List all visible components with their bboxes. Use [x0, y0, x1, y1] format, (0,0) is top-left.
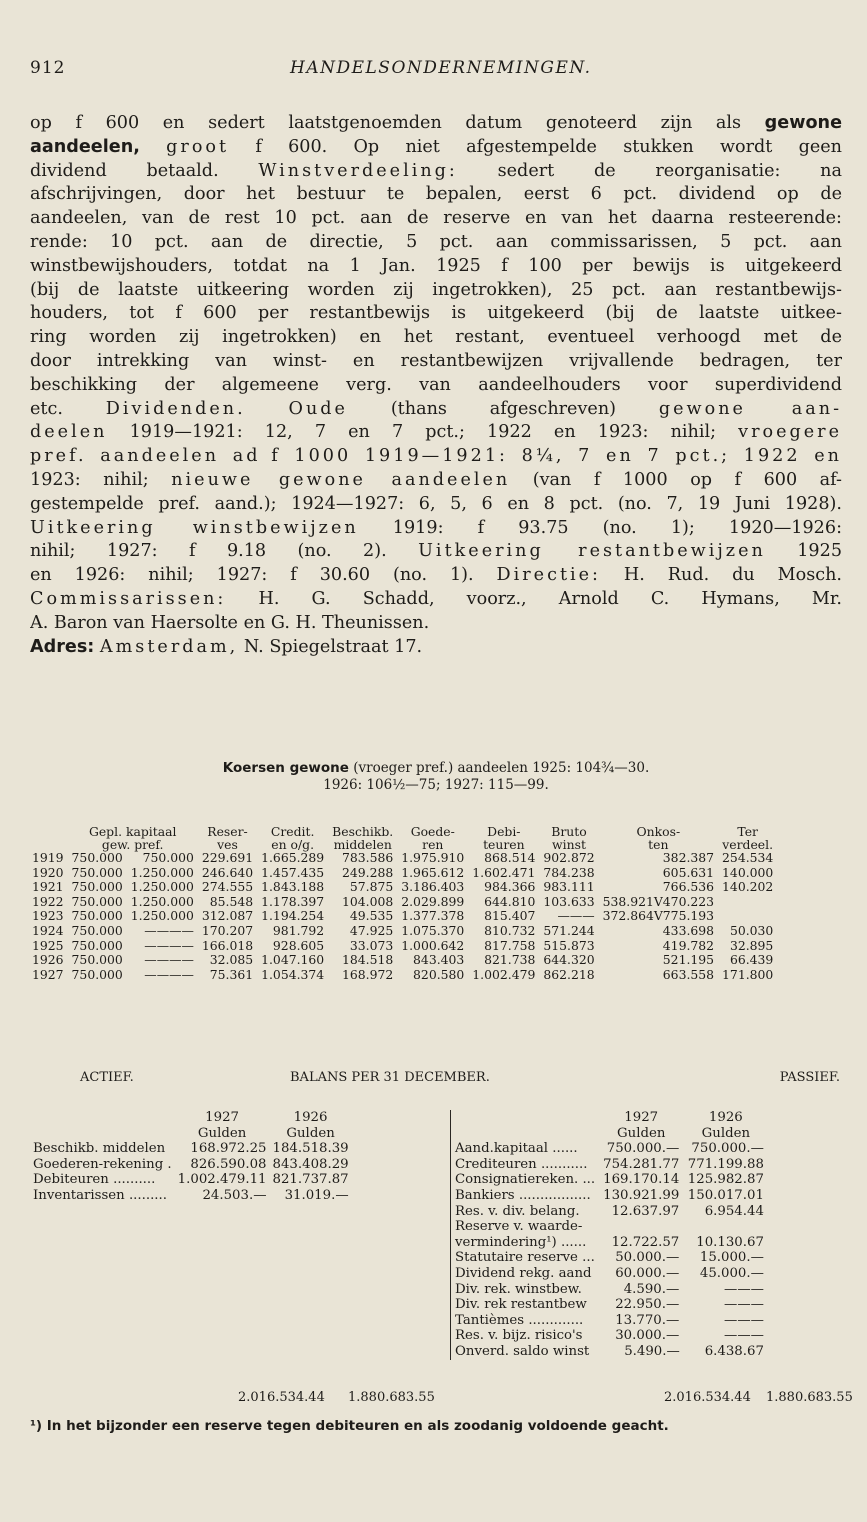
share-prices: Koersen gewone (vroeger pref.) aandeelen 1925: 104¾—30. 1926: 106½—75; 1927: 115—99.	[222, 760, 650, 793]
text-line: pref. aandeelen ad f 1000 1919—1921: 8¼, 7 en 7 pct.; 1922 en	[30, 446, 842, 467]
column-header: Debi- teuren	[483, 824, 525, 852]
table-cell: 644.810	[484, 893, 536, 909]
table-cell: 49.535	[349, 908, 394, 924]
table-cell: ————	[144, 966, 194, 982]
balance-cell: vermindering¹) ......	[455, 1234, 587, 1250]
table-cell: 1.178.397	[261, 893, 325, 909]
balance-cell: Onverd. saldo winst	[455, 1343, 590, 1359]
balance-cell: 754.281.77	[603, 1156, 680, 1172]
table-cell: 663.558	[662, 966, 715, 982]
table-cell: 644.320	[543, 952, 595, 968]
balance-cell: Goederen-rekening .	[33, 1156, 172, 1172]
table-cell: 140.000	[722, 864, 774, 880]
passief-total-1927: 2.016.534.44	[664, 1390, 751, 1405]
table-row	[28, 924, 777, 939]
table-cell: 1.665.289	[261, 850, 325, 865]
balance-cell: Div. rek. winstbew.	[455, 1281, 582, 1297]
balance-cell: Res. v. bijz. risico's	[455, 1328, 583, 1344]
footnote: ¹) In het bijzonder een reserve tegen debiteuren en als zoodanig voldoende geacht.	[30, 1418, 669, 1434]
balance-row	[30, 1172, 352, 1188]
table-cell: 1.250.000	[130, 879, 194, 895]
text-line: deelen 1919—1921: 12, 7 en 7 pct.; 1922 en 1923: nihil; vroegere	[30, 422, 842, 443]
text-line: Commissarissen: H. G. Schadd, voorz., Arnold C. Hymans, Mr.	[30, 588, 842, 609]
table-cell: 166.018	[201, 937, 254, 953]
balance-cell: 50.000.—	[615, 1250, 680, 1266]
table-cell: 103.633	[543, 893, 595, 909]
table-cell: 571.244	[543, 922, 595, 938]
table-cell: 984.366	[484, 879, 536, 895]
table-row	[28, 851, 777, 866]
table-cell: 750.000	[71, 937, 123, 953]
balance-row	[451, 1141, 768, 1157]
balance-cell: 750.000.—	[606, 1141, 680, 1157]
balance-row	[451, 1328, 768, 1344]
body-text	[30, 112, 842, 659]
balance-cell: 45.000.—	[699, 1265, 764, 1281]
table-cell: 170.207	[201, 922, 254, 938]
balance-cell: 130.921.99	[603, 1187, 680, 1203]
balance-row	[30, 1157, 352, 1173]
table-cell: 33.073	[349, 937, 394, 953]
table-cell: 783.586	[341, 850, 394, 865]
table-cell: 1927	[32, 966, 64, 982]
balance-cell	[599, 1219, 684, 1235]
balance-cell: 821.737.87	[272, 1172, 349, 1188]
table-cell: 817.758	[484, 937, 536, 953]
table-cell: ————	[144, 937, 194, 953]
table-cell: 32.085	[209, 952, 254, 968]
actief-total-1926: 1.880.683.55	[348, 1390, 435, 1405]
table-cell: 902.872	[543, 850, 595, 865]
balance-cell: 6.954.44	[704, 1203, 764, 1219]
table-cell: ———	[557, 908, 595, 924]
balance-cell: 4.590.—	[623, 1281, 680, 1297]
table-cell: 1.250.000	[130, 893, 194, 909]
table-cell: 750.000	[71, 952, 123, 968]
table-cell: 843.403	[413, 952, 465, 968]
table-row	[28, 895, 777, 910]
passief-table: 1927 1926 Gulden Gulden Aand.kapitaal ...... 750.000.— 750.000.— Crediteuren ........... 754.281.77 771.199.88 Consignatiereken. ... 169.170.14 125.982.87 Bankiers ................. 130.921.99 150.017.01 Res. v. div. belang. 12.637.97 6.954.44 Reserve v. waarde- vermindering¹) ...... 12.722.57 10.130.67 Statutaire reserve ... 50.000.— 15.000.— Dividend rekg. aand 60.000.— 45.000.— Div. rek. winstbew. 4.590.— ——— Div. rek restantbew 22.950.— ——— Tantièmes ............. 13.770.— ——— Res. v. bijz. risico's 30.000.— ——— Onverd. saldo winst 5.490.— 6.438.67	[450, 1110, 768, 1360]
balance-cell: 22.950.—	[615, 1297, 680, 1313]
balance-cell: 843.408.29	[272, 1156, 349, 1172]
balance-cell: 12.637.97	[611, 1203, 680, 1219]
table-cell: 3.186.403	[401, 879, 465, 895]
text-line: dividend betaald. Winstverdeeling: sedert de reorganisatie: na	[30, 160, 842, 181]
balance-cell: Consignatiereken. ...	[455, 1172, 596, 1188]
text-line: A. Baron van Haersolte en G. H. Theunissen.	[30, 612, 430, 633]
balance-row	[451, 1172, 768, 1188]
balance-cell: 31.019.—	[284, 1187, 349, 1203]
balance-title: BALANS PER 31 DECEMBER.	[290, 1070, 490, 1085]
table-cell: 1.047.160	[261, 952, 325, 968]
table-cell: 168.972	[341, 966, 394, 982]
table-cell	[718, 909, 777, 924]
page-number: 912	[30, 58, 66, 78]
text-line: rende: 10 pct. aan de directie, 5 pct. aan commissarissen, 5 pct. aan	[30, 231, 842, 252]
table-cell: 50.030	[729, 922, 774, 938]
balance-cell: Bankiers .................	[455, 1187, 591, 1203]
balance-row	[30, 1188, 352, 1204]
column-header: Reser- ves	[207, 824, 248, 852]
text-line: Uitkeering winstbewijzen 1919: f 93.75 (no. 1); 1920—1926:	[30, 517, 842, 538]
table-cell: 66.439	[729, 952, 774, 968]
balance-row	[451, 1250, 768, 1266]
table-cell: 1.194.254	[261, 908, 325, 924]
table-cell: 766.536	[662, 879, 715, 895]
column-header: Beschikb. middelen	[332, 824, 394, 852]
balance-row	[451, 1266, 768, 1282]
table-row	[28, 953, 777, 968]
actief-table: 1927 1926 Gulden Gulden Beschikb. middelen 168.972.25 184.518.39 Goederen-rekening . 826.590.08 843.408.29 Debiteuren .......... 1.002.479.11 821.737.87 Inventarissen ......... 24.503.— 31.019.—	[30, 1110, 352, 1204]
table-cell: 57.875	[349, 879, 394, 895]
table-cell: 1921	[32, 879, 64, 895]
table-cell: 419.782	[662, 937, 715, 953]
table-cell: 249.288	[341, 864, 394, 880]
balance-cell: Reserve v. waarde-	[455, 1219, 583, 1235]
table-cell: 1.054.374	[261, 966, 325, 982]
balance-cell: Crediteuren ...........	[455, 1156, 588, 1172]
table-cell: 1.975.910	[401, 850, 465, 865]
text-line: houders, tot f 600 per restantbewijs is uitgekeerd (bij de laatste uitkee-	[30, 303, 842, 324]
table-cell: 1.075.370	[401, 922, 465, 938]
table-cell: 254.534	[722, 850, 774, 865]
table-cell: 750.000	[71, 850, 123, 865]
table-cell: 1924	[32, 922, 64, 938]
balance-cell: Beschikb. middelen	[33, 1141, 166, 1157]
text-line: en 1926: nihil; 1927: f 30.60 (no. 1). Directie: H. Rud. du Mosch.	[30, 565, 842, 586]
balance-cell: 60.000.—	[615, 1265, 680, 1281]
balance-cell: Statutaire reserve ...	[455, 1250, 595, 1266]
table-cell: 2.029.899	[401, 893, 465, 909]
table-cell: 1.000.642	[401, 937, 465, 953]
text-line: gestempelde pref. aand.); 1924—1927: 6, 5, 6 en 8 pct. (no. 7, 19 Juni 1928).	[30, 493, 842, 514]
balance-cell: 30.000.—	[615, 1328, 680, 1344]
table-cell: 75.361	[209, 966, 254, 982]
table-cell: 140.202	[722, 879, 774, 895]
balance-cell: ———	[724, 1281, 764, 1297]
text-line: ring worden zij ingetrokken) en het restant, eventueel verhoogd met de	[30, 327, 842, 348]
passief-label: PASSIEF.	[779, 1070, 840, 1085]
balance-cell: 150.017.01	[687, 1187, 764, 1203]
table-cell: 750.000	[71, 893, 123, 909]
balance-row	[451, 1157, 768, 1173]
table-cell: 171.800	[722, 966, 774, 982]
table-cell: 784.238	[543, 864, 595, 880]
column-header: Onkos- ten	[636, 824, 681, 852]
balance-cell: 125.982.87	[687, 1172, 764, 1188]
table-cell: 32.895	[729, 937, 774, 953]
balance-cell: 771.199.88	[687, 1156, 764, 1172]
balance-cell: 13.770.—	[615, 1312, 680, 1328]
balance-row	[451, 1313, 768, 1329]
table-cell: ————	[144, 952, 194, 968]
text-line: (bij de laatste uitkeering worden zij ingetrokken), 25 pct. aan restantbewijs-	[30, 279, 842, 300]
balance-cell: Inventarissen .........	[33, 1187, 167, 1203]
table-cell: 521.195	[662, 952, 715, 968]
table-row	[28, 968, 777, 983]
table-cell: 85.548	[209, 893, 254, 909]
table-cell: 1925	[32, 937, 64, 953]
table-cell: 928.605	[272, 937, 325, 953]
balance-cell: 184.518.39	[272, 1141, 349, 1157]
balance-cell: ———	[724, 1328, 764, 1344]
balance-cell	[684, 1219, 768, 1235]
table-cell: 372.864V775.193	[602, 908, 715, 924]
table-cell: 229.691	[201, 850, 254, 865]
table-cell: 750.000	[71, 864, 123, 880]
column-header	[28, 825, 68, 851]
balance-sheet	[30, 1092, 842, 1392]
table-cell: 1922	[32, 893, 64, 909]
table-cell: 1.250.000	[130, 908, 194, 924]
balance-row	[451, 1344, 768, 1360]
table-cell: 750.000	[71, 966, 123, 982]
table-cell: 1923	[32, 908, 64, 924]
text-line: winstbewijshouders, totdat na 1 Jan. 1925 f 100 per bewijs is uitgekeerd	[30, 255, 842, 276]
balance-cell: 826.590.08	[190, 1156, 267, 1172]
table-cell: 1920	[32, 864, 64, 880]
table-cell: 1.250.000	[130, 864, 194, 880]
table-cell: 750.000	[71, 879, 123, 895]
balance-row	[451, 1235, 768, 1251]
table-row	[28, 909, 777, 924]
balance-row	[451, 1282, 768, 1298]
table-cell: 104.008	[341, 893, 394, 909]
table-cell: 821.738	[484, 952, 536, 968]
balance-cell: 10.130.67	[696, 1234, 764, 1250]
balance-cell: ———	[724, 1312, 764, 1328]
text-line: aandeelen, groot f 600. Op niet afgestempelde stukken wordt geen	[30, 136, 842, 157]
text-line: aandeelen, van de rest 10 pct. aan de reserve en van het daarna resteerende:	[30, 208, 842, 229]
text-line: beschikking der algemeene verg. van aandeelhouders voor superdividend	[30, 374, 842, 395]
column-header: Goede- ren	[410, 824, 455, 852]
text-line: op f 600 en sedert laatstgenoemden datum genoteerd zijn als gewone	[30, 113, 842, 133]
table-row	[28, 880, 777, 895]
table-cell: 538.921V470.223	[602, 893, 715, 909]
balance-cell: 1.002.479.11	[177, 1172, 267, 1188]
address-line: Adres: Amsterdam, N. Spiegelstraat 17.	[30, 636, 423, 657]
balance-cell: 5.490.—	[624, 1343, 680, 1359]
table-cell: 868.514	[484, 850, 536, 865]
table-cell: 750.000	[71, 922, 123, 938]
table-cell: 47.925	[349, 922, 394, 938]
balance-cell: Div. rek restantbew	[455, 1297, 587, 1313]
table-cell: 1.377.378	[401, 908, 465, 924]
text-line: nihil; 1927: f 9.18 (no. 2). Uitkeering restantbewijzen 1925	[30, 541, 842, 562]
table-cell: 983.111	[543, 879, 595, 895]
table-cell: 750.000	[142, 850, 194, 865]
balance-cell: 15.000.—	[699, 1250, 764, 1266]
table-row	[28, 939, 777, 954]
table-cell: 862.218	[543, 966, 595, 982]
actief-total-1927: 2.016.534.44	[238, 1390, 325, 1405]
statistics-table	[28, 825, 777, 982]
page-header	[30, 58, 830, 88]
balance-cell: Dividend rekg. aand	[455, 1265, 592, 1281]
table-cell: 1.457.435	[261, 864, 325, 880]
balance-cell: Aand.kapitaal ......	[455, 1141, 578, 1157]
table-cell: 1.965.612	[401, 864, 465, 880]
running-title: HANDELSONDERNEMINGEN.	[290, 58, 592, 78]
table-cell: 750.000	[71, 908, 123, 924]
balance-row	[451, 1297, 768, 1313]
column-header: Bruto winst	[551, 824, 587, 852]
balance-row	[30, 1141, 352, 1157]
table-cell: 274.555	[201, 879, 254, 895]
table-row	[28, 866, 777, 881]
table-cell: 312.087	[201, 908, 254, 924]
column-header: Gepl. kapitaal gew. pref.	[88, 824, 177, 852]
text-line: door intrekking van winst- en restantbewijzen vrijvallende bedragen, ter	[30, 350, 842, 371]
table-cell	[718, 895, 777, 910]
table-cell: ————	[144, 922, 194, 938]
column-header: Credit. en o/g.	[270, 824, 315, 852]
table-cell: 981.792	[272, 922, 325, 938]
table-cell: 605.631	[662, 864, 715, 880]
table-cell: 1.002.479	[472, 966, 536, 982]
balance-cell: 12.722.57	[611, 1234, 680, 1250]
text-line: afschrijvingen, door het bestuur te bepalen, eerst 6 pct. dividend op de	[30, 184, 842, 205]
table-cell: 810.732	[484, 922, 536, 938]
table-cell: 382.387	[662, 850, 715, 865]
table-cell: 184.518	[341, 952, 394, 968]
table-cell: 433.698	[662, 922, 715, 938]
table-cell: 1.843.188	[261, 879, 325, 895]
table-cell: 820.580	[413, 966, 465, 982]
table-cell: 1919	[32, 850, 64, 865]
balance-cell: Res. v. div. belang.	[455, 1203, 580, 1219]
balance-cell: Tantièmes .............	[455, 1312, 584, 1328]
balance-cell: 6.438.67	[704, 1343, 764, 1359]
balance-cell: 169.170.14	[603, 1172, 680, 1188]
balance-cell: 24.503.—	[202, 1187, 267, 1203]
balance-cell: 168.972.25	[190, 1141, 267, 1157]
balance-row	[451, 1219, 768, 1235]
balance-cell: Debiteuren ..........	[33, 1172, 156, 1188]
balance-cell: ———	[724, 1297, 764, 1313]
column-header: Ter verdeel.	[722, 824, 774, 852]
table-cell: 246.640	[201, 864, 254, 880]
actief-label: ACTIEF.	[80, 1070, 134, 1085]
text-line: etc. Dividenden. Oude (thans afgeschreven) gewone aan-	[30, 398, 842, 419]
balance-row	[451, 1204, 768, 1220]
table-cell: 1926	[32, 952, 64, 968]
balance-cell: 750.000.—	[691, 1141, 764, 1157]
text-line: 1923: nihil; nieuwe gewone aandeelen (van f 1000 op f 600 af-	[30, 469, 842, 490]
balance-row	[451, 1188, 768, 1204]
table-cell: 515.873	[543, 937, 595, 953]
passief-total-1926: 1.880.683.55	[766, 1390, 853, 1405]
table-cell: 1.602.471	[472, 864, 536, 880]
table-cell: 815.407	[484, 908, 536, 924]
